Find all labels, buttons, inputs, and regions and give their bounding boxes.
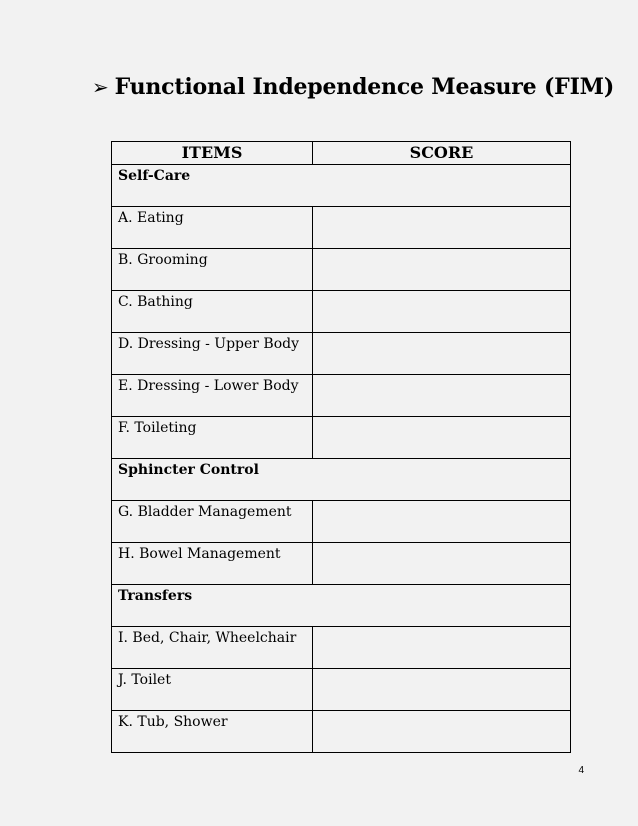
table-row	[112, 543, 571, 585]
table-row	[112, 333, 571, 375]
section-row	[112, 165, 571, 207]
column-header-score: SCORE	[313, 142, 571, 165]
table-row	[112, 501, 571, 543]
item-label: F. Toileting	[112, 417, 313, 459]
score-cell[interactable]	[313, 291, 571, 333]
item-label: C. Bathing	[112, 291, 313, 333]
score-cell[interactable]	[313, 249, 571, 291]
score-cell[interactable]	[313, 711, 571, 753]
score-cell[interactable]	[313, 333, 571, 375]
section-row	[112, 459, 571, 501]
page-heading	[92, 74, 614, 100]
item-label: G. Bladder Management	[112, 501, 313, 543]
section-title: Transfers	[112, 585, 571, 627]
table-row	[112, 291, 571, 333]
item-label: A. Eating	[112, 207, 313, 249]
table-body	[112, 165, 571, 753]
item-label: I. Bed, Chair, Wheelchair	[112, 627, 313, 669]
score-cell[interactable]	[313, 207, 571, 249]
score-cell[interactable]	[313, 669, 571, 711]
score-cell[interactable]	[313, 627, 571, 669]
score-cell[interactable]	[313, 543, 571, 585]
table-row	[112, 711, 571, 753]
table-row	[112, 249, 571, 291]
table-row	[112, 627, 571, 669]
score-cell[interactable]	[313, 375, 571, 417]
table-row	[112, 417, 571, 459]
item-label: E. Dressing - Lower Body	[112, 375, 313, 417]
item-label: D. Dressing - Upper Body	[112, 333, 313, 375]
section-title: Sphincter Control	[112, 459, 571, 501]
item-label: H. Bowel Management	[112, 543, 313, 585]
item-label: B. Grooming	[112, 249, 313, 291]
table-row	[112, 669, 571, 711]
table-row	[112, 207, 571, 249]
section-row	[112, 585, 571, 627]
table-row	[112, 375, 571, 417]
item-label: J. Toilet	[112, 669, 313, 711]
table-header-row	[112, 142, 571, 165]
column-header-items: ITEMS	[112, 142, 313, 165]
fim-table	[111, 141, 571, 753]
heading-text: Functional Independence Measure (FIM)	[114, 74, 615, 100]
section-title: Self-Care	[112, 165, 571, 207]
arrow-bullet-icon: ➢	[92, 75, 109, 99]
page-number: 4	[578, 765, 584, 776]
item-label: K. Tub, Shower	[112, 711, 313, 753]
score-cell[interactable]	[313, 417, 571, 459]
score-cell[interactable]	[313, 501, 571, 543]
